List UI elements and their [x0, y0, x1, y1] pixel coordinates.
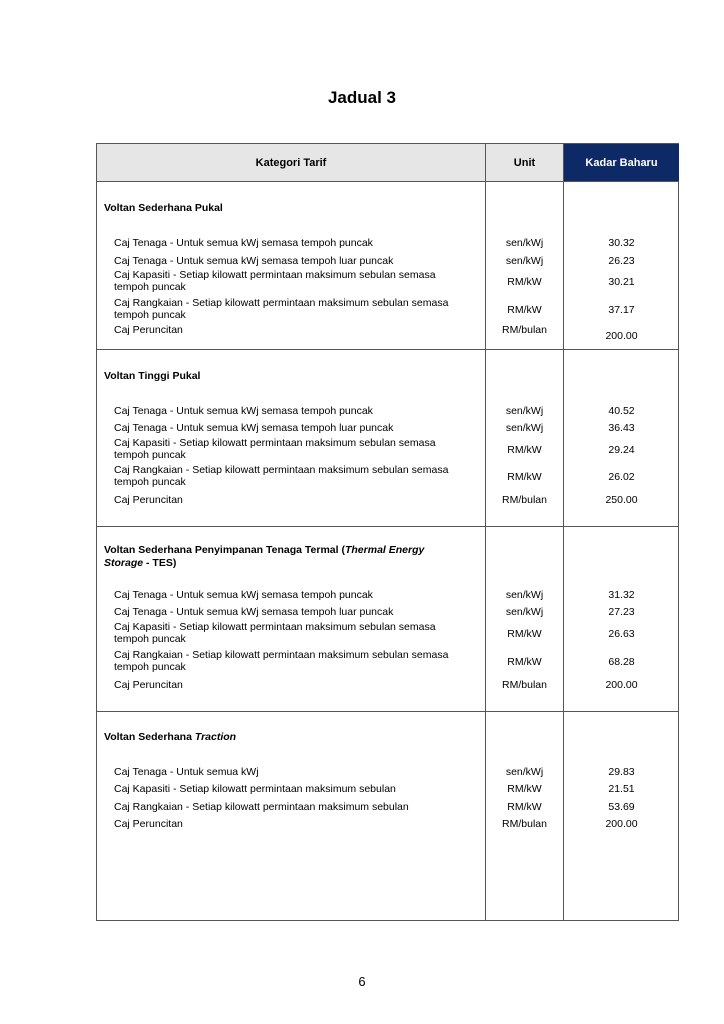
section-divider: [97, 526, 678, 527]
row-unit: sen/kWj: [505, 405, 544, 417]
row-description: Caj Peruncitan: [114, 679, 183, 691]
header-rate: Kadar Baharu: [564, 144, 679, 181]
row-unit: sen/kWj: [505, 589, 544, 601]
section-title: Voltan Sederhana Pukal: [104, 202, 223, 214]
row-rate: 30.32: [608, 237, 635, 249]
row-description: Caj Kapasiti - Setiap kilowatt permintaan maksimum sebulan semasa tempoh puncak: [114, 269, 436, 293]
section-title: Voltan Sederhana Traction: [104, 731, 237, 743]
page-title: Jadual 3: [327, 88, 397, 107]
row-unit: RM/kW: [507, 444, 542, 456]
row-rate: 200.00: [605, 330, 638, 342]
row-unit: sen/kWj: [505, 422, 544, 434]
row-description: Caj Peruncitan: [114, 818, 183, 830]
row-description: Caj Tenaga - Untuk semua kWj semasa tempoh luar puncak: [114, 606, 394, 618]
section-divider: [97, 349, 678, 350]
row-description: Caj Peruncitan: [114, 324, 183, 336]
row-rate: 27.23: [608, 606, 635, 618]
row-rate: 36.43: [608, 422, 635, 434]
row-description: Caj Tenaga - Untuk semua kWj semasa tempoh puncak: [114, 589, 373, 601]
row-rate: 29.83: [608, 766, 635, 778]
tariff-table: [96, 143, 679, 921]
row-description: Caj Tenaga - Untuk semua kWj semasa tempoh luar puncak: [114, 255, 394, 267]
row-description: Caj Tenaga - Untuk semua kWj semasa tempoh luar puncak: [114, 422, 394, 434]
row-description: Caj Peruncitan: [114, 494, 183, 506]
row-unit: sen/kWj: [505, 255, 544, 267]
row-unit: RM/kW: [507, 628, 542, 640]
row-rate: 26.63: [608, 628, 635, 640]
row-rate: 200.00: [605, 679, 638, 691]
row-description: Caj Rangkaian - Setiap kilowatt permintaan maksimum sebulan semasa tempoh puncak: [114, 464, 449, 488]
row-unit: sen/kWj: [505, 237, 544, 249]
row-unit: sen/kWj: [505, 766, 544, 778]
row-description: Caj Tenaga - Untuk semua kWj: [114, 766, 259, 778]
row-rate: 40.52: [608, 405, 635, 417]
row-description: Caj Kapasiti - Setiap kilowatt permintaan maksimum sebulan semasa tempoh puncak: [114, 621, 436, 645]
row-rate: 200.00: [605, 818, 638, 830]
section-divider: [97, 711, 678, 712]
row-unit: RM/kW: [507, 783, 542, 795]
row-unit: sen/kWj: [505, 606, 544, 618]
row-rate: 53.69: [608, 801, 635, 813]
header-unit: Unit: [486, 144, 563, 181]
row-unit: RM/kW: [507, 304, 542, 316]
row-rate: 68.28: [608, 656, 635, 668]
section-title: Voltan Tinggi Pukal: [104, 370, 201, 382]
row-description: Caj Kapasiti - Setiap kilowatt permintaan maksimum sebulan semasa tempoh puncak: [114, 437, 436, 461]
row-rate: 37.17: [608, 304, 635, 316]
row-unit: RM/bulan: [502, 679, 547, 691]
row-description: Caj Rangkaian - Setiap kilowatt permintaan maksimum sebulan: [114, 801, 409, 813]
row-unit: RM/bulan: [502, 324, 547, 336]
row-unit: RM/bulan: [502, 818, 547, 830]
row-description: Caj Tenaga - Untuk semua kWj semasa tempoh puncak: [114, 237, 373, 249]
row-unit: RM/bulan: [502, 494, 547, 506]
row-unit: RM/kW: [507, 471, 542, 483]
row-rate: 26.02: [608, 471, 635, 483]
row-unit: RM/kW: [507, 656, 542, 668]
page-number: 6: [358, 974, 366, 989]
row-unit: RM/kW: [507, 276, 542, 288]
row-rate: 250.00: [605, 494, 638, 506]
row-unit: RM/kW: [507, 801, 542, 813]
row-description: Caj Rangkaian - Setiap kilowatt permintaan maksimum sebulan semasa tempoh puncak: [114, 649, 449, 673]
header-category: Kategori Tarif: [97, 144, 485, 181]
row-rate: 21.51: [608, 783, 635, 795]
row-description: Caj Kapasiti - Setiap kilowatt permintaan maksimum sebulan: [114, 783, 396, 795]
row-rate: 30.21: [608, 276, 635, 288]
section-title: Voltan Sederhana Penyimpanan Tenaga Termal (Thermal Energy Storage - TES): [104, 544, 425, 569]
row-rate: 31.32: [608, 589, 635, 601]
row-rate: 26.23: [608, 255, 635, 267]
table-header: [97, 144, 678, 182]
row-rate: 29.24: [608, 444, 635, 456]
row-description: Caj Rangkaian - Setiap kilowatt permintaan maksimum sebulan semasa tempoh puncak: [114, 297, 449, 321]
row-description: Caj Tenaga - Untuk semua kWj semasa tempoh puncak: [114, 405, 373, 417]
